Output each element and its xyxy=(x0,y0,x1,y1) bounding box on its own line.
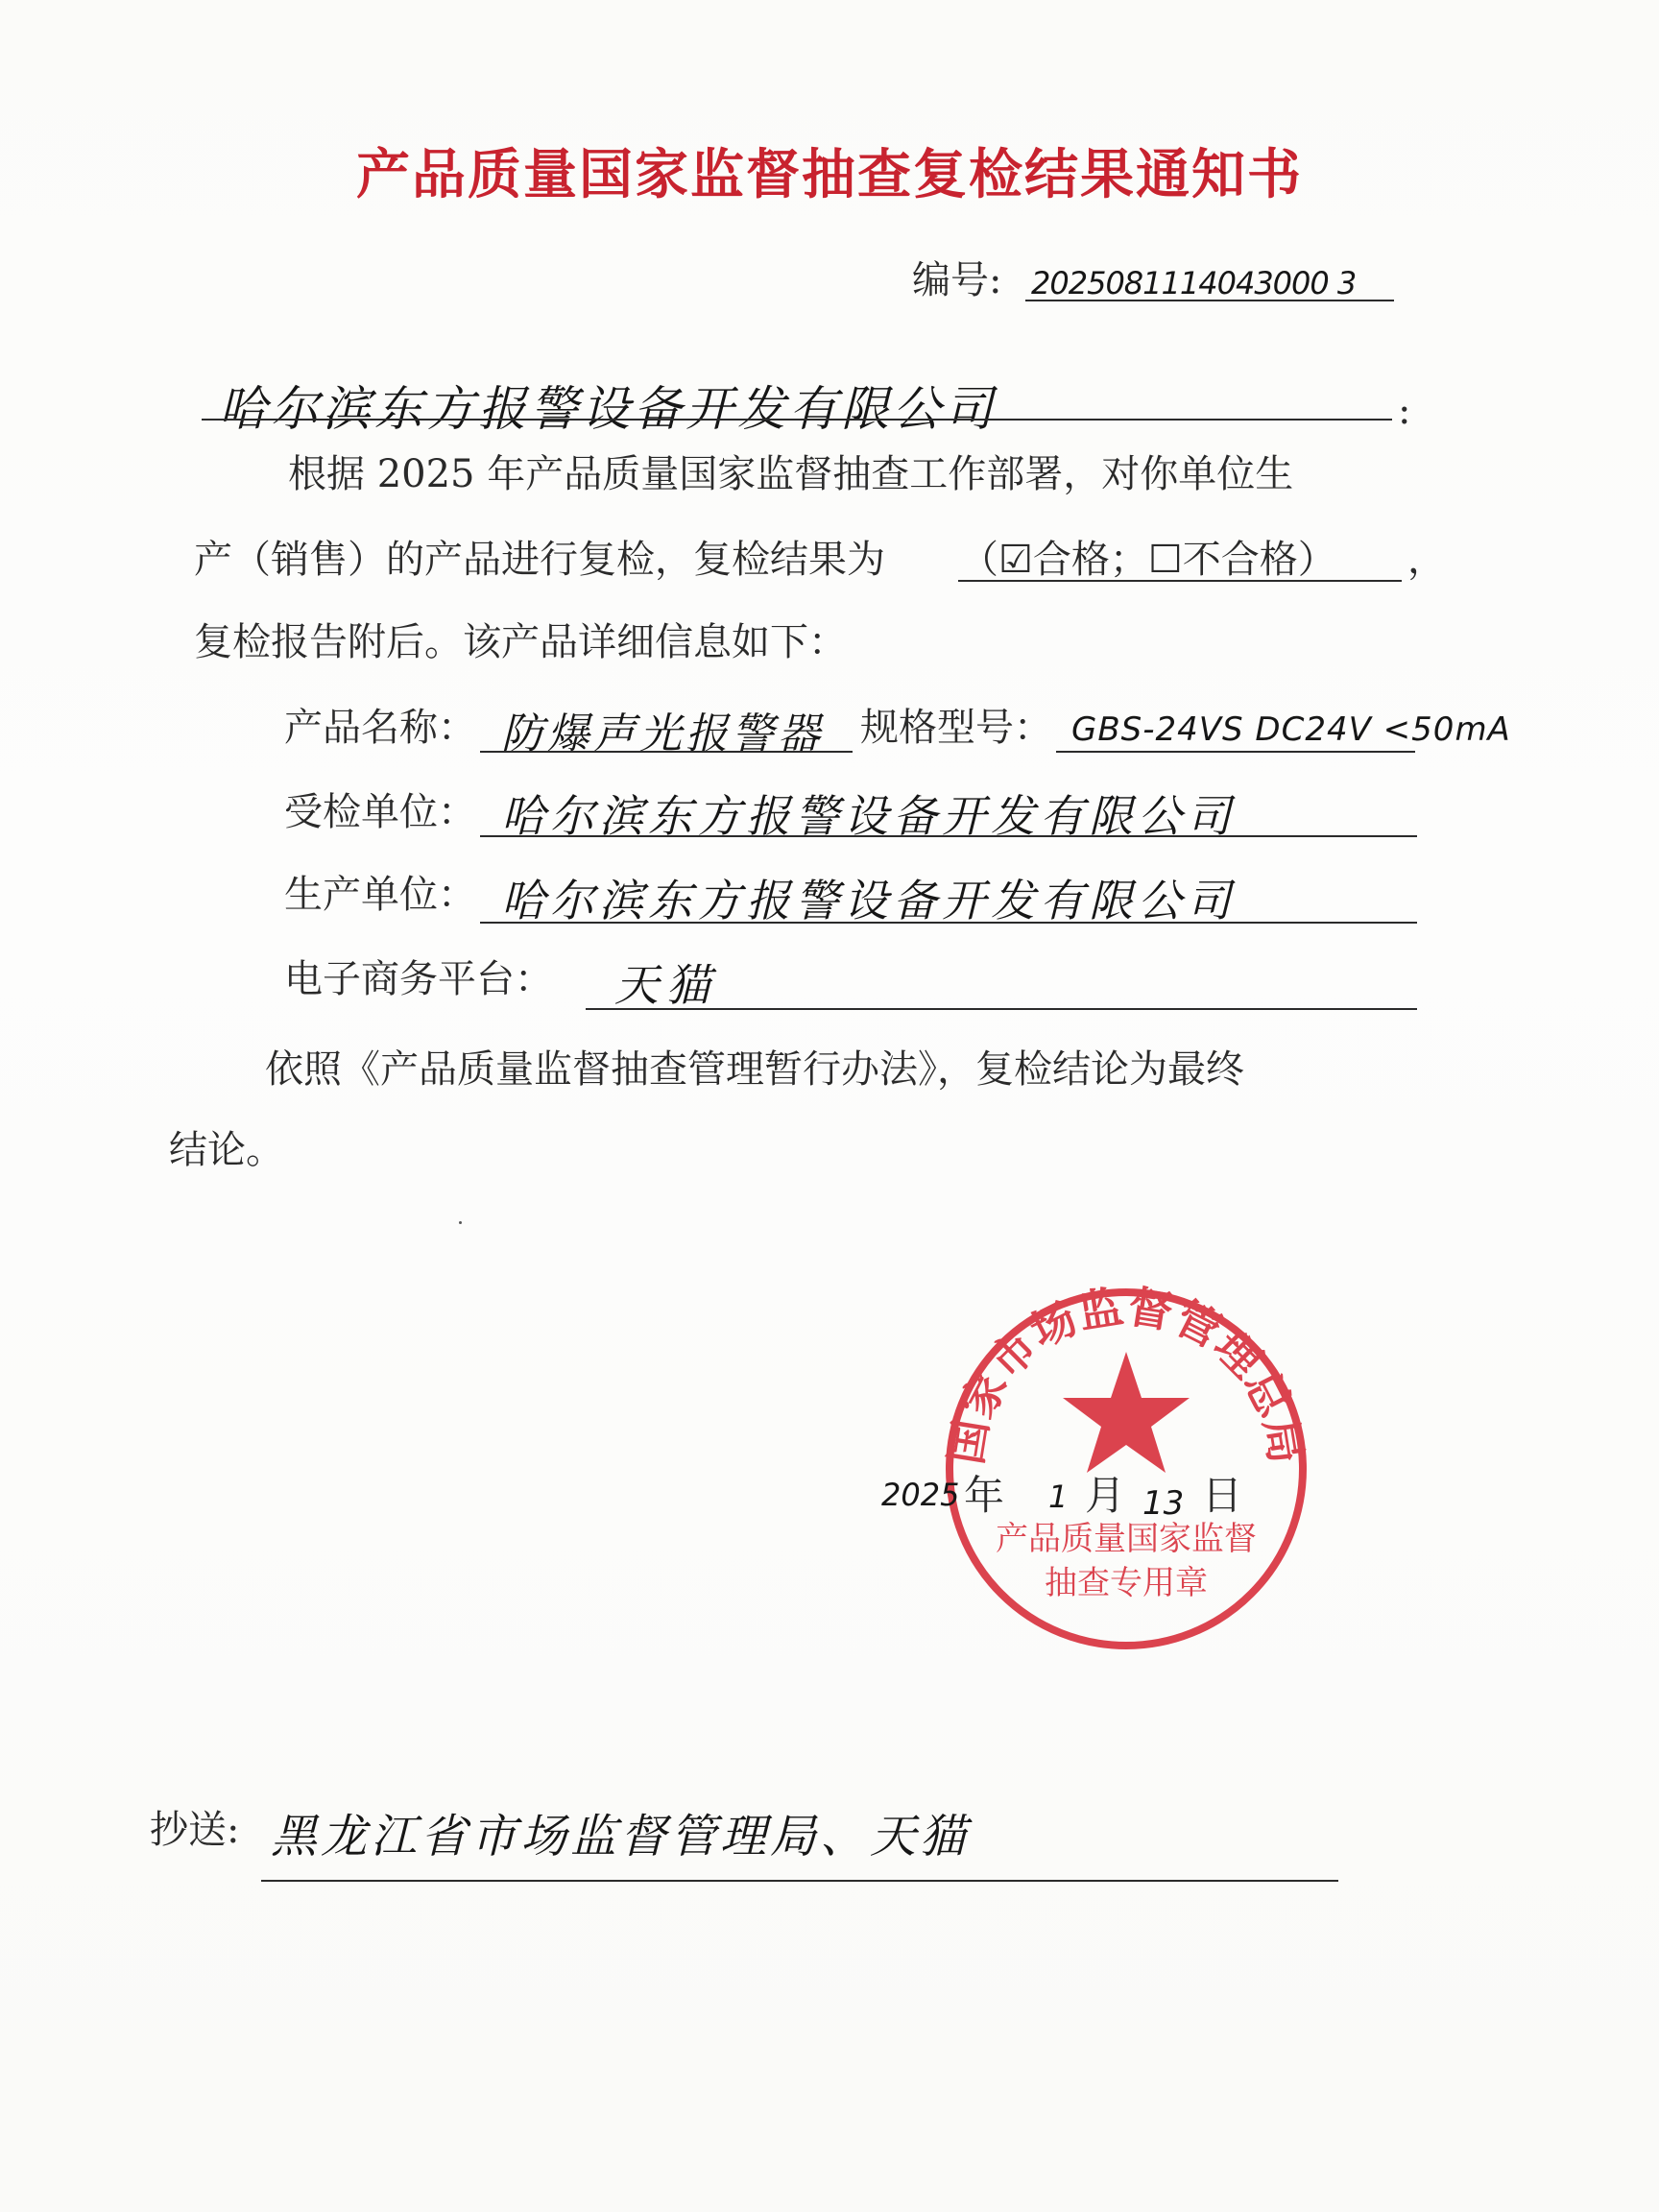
inspected-unit-value: 哈尔滨东方报警设备开发有限公司 xyxy=(501,790,1236,842)
model-label: 规格型号： xyxy=(860,706,1052,750)
seal-outer-text: 国家市场监督管理总局 xyxy=(939,1280,1313,1468)
result-checkbox-text: （☑合格；☐不合格） xyxy=(960,538,1336,582)
date-year-unit: 年 xyxy=(964,1472,1005,1519)
serial-label: 编号: xyxy=(912,258,1002,302)
serial-underline xyxy=(1025,300,1394,301)
date-month-unit: 月 xyxy=(1085,1472,1126,1519)
result-underline xyxy=(958,580,1402,582)
recipient-name: 哈尔滨东方报警设备开发有限公司 xyxy=(219,381,997,437)
product-name-label: 产品名称： xyxy=(284,706,476,750)
date-day-unit: 日 xyxy=(1202,1472,1243,1519)
para1-line3: 复检报告附后。该产品详细信息如下： xyxy=(194,620,847,664)
cc-underline xyxy=(261,1880,1338,1882)
producer-value: 哈尔滨东方报警设备开发有限公司 xyxy=(501,875,1236,926)
seal-inner-line1: 产品质量国家监督 xyxy=(996,1520,1257,1558)
date-day: 13 xyxy=(1142,1484,1185,1523)
product-name-value: 防爆声光报警器 xyxy=(501,709,824,758)
model-value: GBS-24VS DC24V <50mA xyxy=(1071,710,1511,749)
platform-label: 电子商务平台： xyxy=(284,957,553,1001)
para1-line2-prefix: 产（销售）的产品进行复检，复检结果为 xyxy=(194,538,885,582)
official-seal xyxy=(934,1277,1318,1661)
inspected-unit-label: 受检单位： xyxy=(284,790,476,834)
model-underline xyxy=(1056,751,1415,753)
recipient-underline xyxy=(202,419,1392,421)
producer-label: 生产单位： xyxy=(284,873,476,917)
para1-line1: 根据 2025 年产品质量国家监督抽查工作部署，对你单位生 xyxy=(288,452,1294,496)
inspected-unit-underline xyxy=(480,835,1417,837)
platform-value: 天猫 xyxy=(614,959,718,1011)
cc-label: 抄送: xyxy=(150,1808,240,1852)
para1-line2-suffix: ， xyxy=(1407,538,1446,582)
date-year: 2025 xyxy=(881,1477,960,1513)
producer-underline xyxy=(480,922,1417,924)
recipient-colon: : xyxy=(1398,389,1411,433)
date-month: 1 xyxy=(1048,1479,1069,1515)
platform-underline xyxy=(586,1008,1417,1010)
paper-speck xyxy=(459,1221,462,1224)
product-name-underline xyxy=(480,751,853,753)
para2-line2: 结论。 xyxy=(169,1128,284,1172)
para2-line1: 依照《产品质量监督抽查管理暂行办法》，复检结论为最终 xyxy=(265,1047,1244,1092)
seal-inner-line2: 抽查专用章 xyxy=(1045,1564,1208,1602)
document-title: 产品质量国家监督抽查复检结果通知书 xyxy=(356,144,1303,206)
serial-value: 2025081114043000 3 xyxy=(1031,265,1357,301)
cc-value: 黑龙江省市场监督管理局、天猫 xyxy=(271,1810,971,1863)
